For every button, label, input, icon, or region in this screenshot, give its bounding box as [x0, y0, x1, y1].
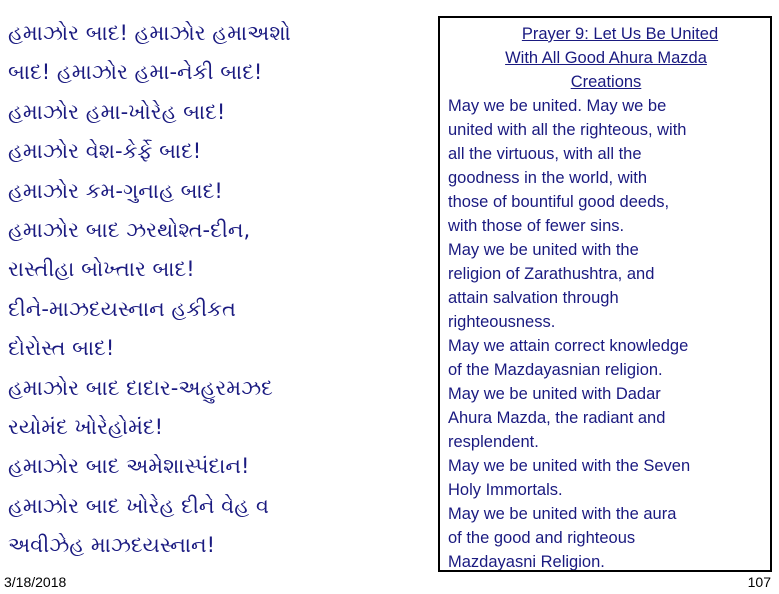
translation-line: righteousness.	[448, 313, 556, 331]
translation-line: May we be united with Dadar	[448, 385, 661, 403]
prayer-title-line: Prayer 9: Let Us Be United	[521, 25, 719, 43]
translation-line: attain salvation through	[448, 289, 619, 307]
page-number: 107	[747, 574, 771, 590]
slide-date: 3/18/2018	[4, 574, 67, 590]
translation-line: all the virtuous, with all the	[448, 145, 642, 163]
translation-line: May we be united with the aura	[448, 505, 677, 523]
prayer-title	[448, 22, 764, 94]
gujarati-line: રાસ્તીહા બોખ્તાર બાદ!	[8, 257, 195, 282]
translation-line: resplendent.	[448, 433, 539, 451]
translation-line: May we attain correct knowledge	[448, 337, 689, 355]
translation-line: May we be united. May we be	[448, 97, 667, 115]
gujarati-line: હમાઝોર બાદ અમેશાસ્પંદાન!	[8, 454, 250, 479]
gujarati-line: હમાઝોર હમા-ખોરેહ બાદ!	[8, 99, 226, 124]
gujarati-line: દોરોસ્ત બાદ!	[8, 336, 115, 361]
translation-text	[448, 94, 764, 572]
gujarati-line: હમાઝોર બાદ ઝરથોશ્ત-દીન,	[8, 217, 251, 242]
translation-line: with those of fewer sins.	[448, 217, 625, 235]
gujarati-line: હમાઝોર બાદ! હમાઝોર હમાઅશો	[8, 21, 291, 45]
gujarati-line: રયોમંદ ખોરેહોમંદ!	[8, 414, 164, 439]
translation-line: those of bountiful good deeds,	[448, 193, 670, 211]
translation-line: Ahura Mazda, the radiant and	[448, 409, 666, 427]
translation-line: Mazdayasni Religion.	[448, 553, 605, 571]
gujarati-line: હમાઝોર બાદ ખોરેહ દીને વેહ વ	[8, 493, 269, 518]
prayer-title-line: With All Good Ahura Mazda	[505, 49, 707, 67]
translation-line: Holy Immortals.	[448, 481, 563, 499]
gujarati-line: દીને-માઝદયસ્નાન હકીકત	[8, 296, 236, 321]
translation-line: goodness in the world, with	[448, 169, 648, 187]
gujarati-prayer-text	[8, 14, 428, 565]
gujarati-line: હમાઝોર વેશ-કેર્ફે બાદ!	[8, 139, 202, 164]
translation-panel	[438, 16, 772, 572]
translation-line: May we be united with the Seven	[448, 457, 691, 475]
gujarati-line: હમાઝોર બાદ દાદાર-અહુરમઝદ	[8, 375, 273, 400]
gujarati-line: હમાઝોર કમ-ગુનાહ બાદ!	[8, 178, 223, 203]
gujarati-line: અવીઝેહ માઝદયસ્નાન!	[8, 533, 216, 558]
translation-line: of the Mazdayasnian religion.	[448, 361, 663, 379]
translation-line: religion of Zarathushtra, and	[448, 265, 655, 283]
translation-line: united with all the righteous, with	[448, 121, 687, 139]
gujarati-line: બાદ! હમાઝોર હમા-નેકી બાદ!	[8, 60, 263, 85]
translation-line: of the good and righteous	[448, 529, 636, 547]
prayer-title-line: Creations	[570, 73, 642, 91]
translation-line: May we be united with the	[448, 241, 639, 259]
